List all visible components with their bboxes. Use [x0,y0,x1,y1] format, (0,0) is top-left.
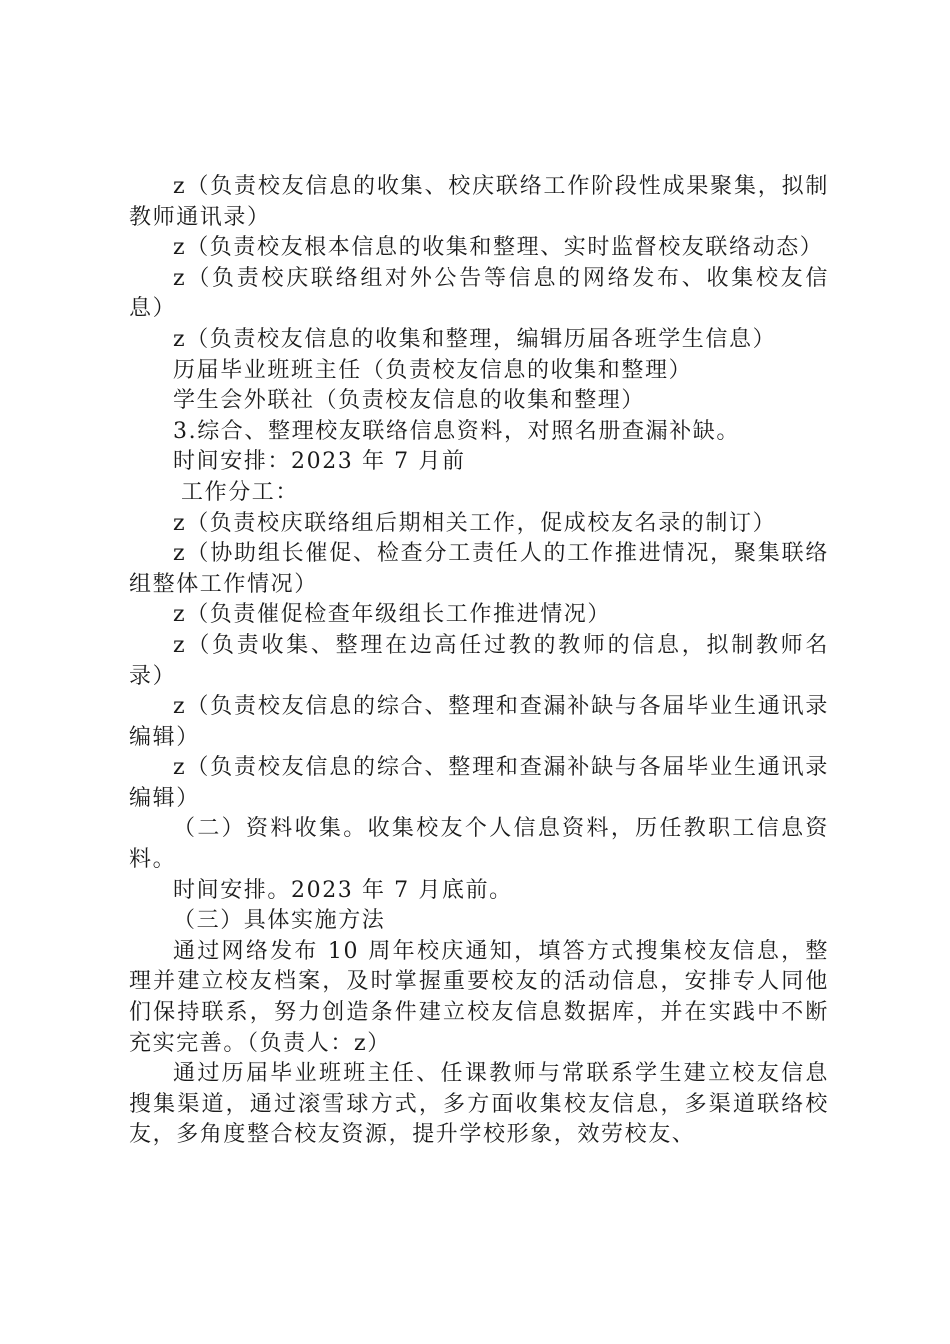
paragraph: 历届毕业班班主任（负责校友信息的收集和整理） [173,357,693,383]
paragraph: z（负责校友根本信息的收集和整理、实时监督校友联络动态） [173,235,824,261]
document-body [129,172,829,1151]
paragraph: z（负责校友信息的收集、校庆联络工作阶段性成果聚集，拟制教师通讯录） [129,174,829,230]
paragraph: （三）具体实施方法 [173,908,386,934]
paragraph: 学生会外联社（负责校友信息的收集和整理） [173,388,646,414]
paragraph: 3.综合、整理校友联络信息资料，对照名册查漏补缺。 [173,418,740,444]
paragraph: z（负责校友信息的收集和整理，编辑历届各班学生信息） [173,326,777,352]
paragraph: z（负责校友信息的综合、整理和查漏补缺与各届毕业生通讯录编辑） [129,755,829,811]
paragraph: z（负责催促检查年级组长工作推进情况） [173,602,611,628]
paragraph: z（协助组长催促、检查分工责任人的工作推进情况，聚集联络组整体工作情况） [129,541,829,597]
paragraph: 时间安排：2023 年 7 月前 [173,449,466,475]
paragraph: 时间安排。2023 年 7 月底前。 [173,877,513,903]
paragraph: z（负责校庆联络组对外公告等信息的网络发布、收集校友信息） [129,265,829,322]
paragraph: 通过历届毕业班班主任、任课教师与常联系学生建立校友信息搜集渠道，通过滚雪球方式，多方面收集校友信息，多渠道联络校友，多角度整合校友资源，提升学校形象，效劳校友、 [129,1061,829,1148]
paragraph: z（负责校庆联络组后期相关工作，促成校友名录的制订） [173,510,777,536]
paragraph: 工作分工： [181,479,300,505]
paragraph: z（负责收集、整理在边高任过教的教师的信息，拟制教师名录） [129,632,829,689]
paragraph: （二）资料收集。收集校友个人信息资料，历任教职工信息资料。 [129,816,829,873]
paragraph: z（负责校友信息的综合、整理和查漏补缺与各届毕业生通讯录编辑） [129,694,829,750]
paragraph: 通过网络发布 10 周年校庆通知，填答方式搜集校友信息，整理并建立校友档案，及时掌握重要校友的活动信息，安排专人同他们保持联系，努力创造条件建立校友信息数据库，并在实践中不断充实完善。（负责人：z） [129,938,829,1056]
